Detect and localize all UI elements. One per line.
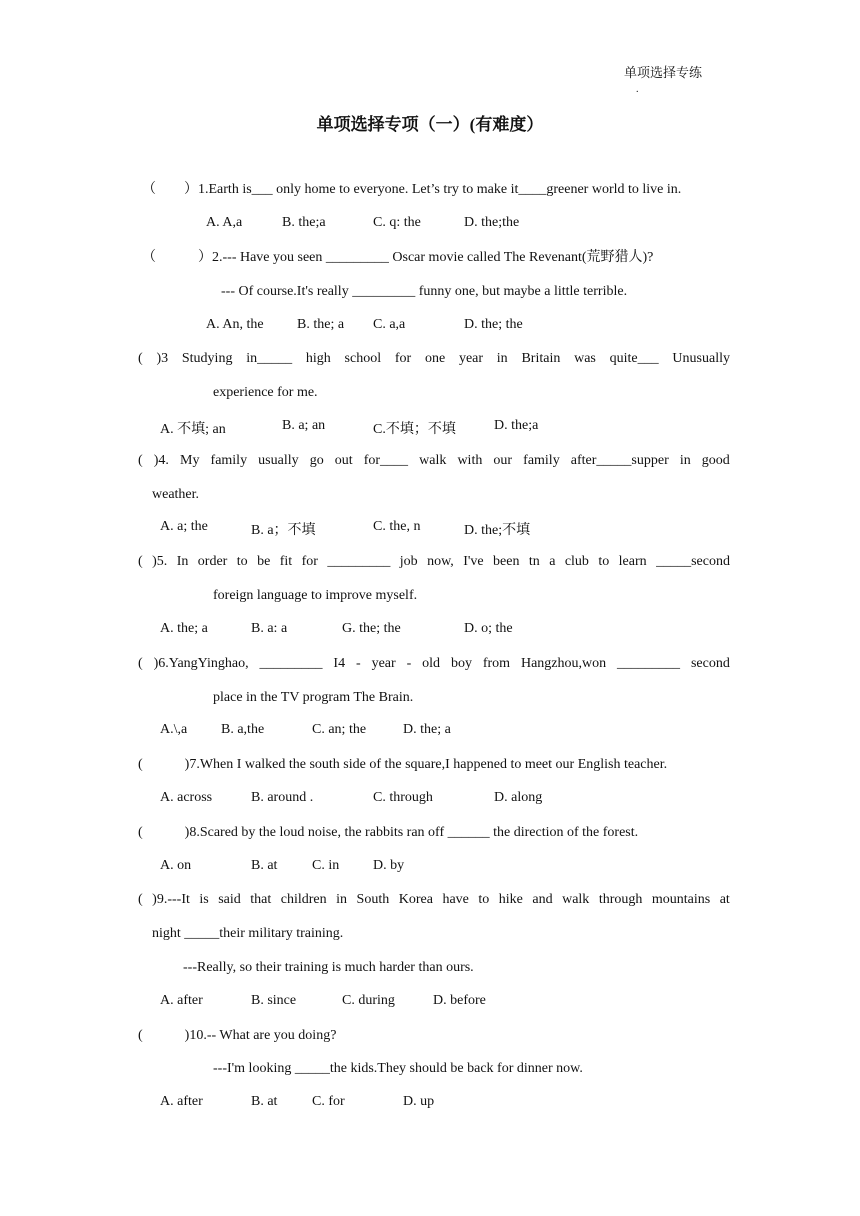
question-7-option-c: C. through	[373, 790, 433, 805]
stem-word: )5.	[152, 554, 168, 569]
stem-word: Korea	[398, 892, 433, 907]
question-9-stem-line3: ---Really, so their training is much harder than ours.	[183, 960, 474, 975]
question-2-stem: （ ）2.--- Have you seen _________ Oscar movie called The Revenant(荒野猎人)?	[142, 250, 654, 265]
stem-word: (	[138, 892, 143, 907]
question-5-option-a: A. the; a	[160, 621, 208, 636]
question-9-option-a: A. after	[160, 993, 203, 1008]
stem-word: to	[236, 554, 248, 569]
question-5-option-d: D. o; the	[464, 621, 513, 636]
stem-word: South	[356, 892, 390, 907]
question-6-option-d: D. the; a	[403, 722, 451, 737]
stem-word: now,	[427, 554, 454, 569]
stem-word: boy	[450, 656, 472, 671]
question-3-stem-line2: experience for me.	[213, 385, 318, 400]
stem-word: good	[701, 453, 730, 468]
question-1-option-d: D. the;the	[464, 215, 520, 230]
question-6-stem	[138, 655, 730, 673]
question-5-stem-line2: foreign language to improve myself.	[213, 588, 418, 603]
stem-word: to	[598, 554, 610, 569]
stem-word: walk	[419, 453, 447, 468]
stem-word: with	[457, 453, 483, 468]
question-3-option-d: D. the;a	[494, 418, 539, 433]
stem-word: fit	[279, 554, 293, 569]
stem-word: quite___	[609, 351, 659, 366]
stem-word: go	[309, 453, 324, 468]
page-title: 单项选择专项（一）(有难度）	[316, 115, 544, 134]
stem-word: through	[598, 892, 643, 907]
question-5-stem	[138, 553, 730, 571]
stem-word: (	[138, 554, 143, 569]
stem-word: said	[218, 892, 241, 907]
stem-word: learn	[618, 554, 647, 569]
question-5-option-b: B. a: a	[251, 621, 288, 636]
question-7-option-b: B. around .	[251, 790, 314, 805]
stem-word: old	[422, 656, 441, 671]
stem-word: I've	[463, 554, 484, 569]
question-7-option-a: A. across	[160, 790, 213, 805]
stem-word: club	[564, 554, 589, 569]
stem-word: after_____supper	[570, 453, 669, 468]
stem-word: out	[334, 453, 353, 468]
question-4-option-c: C. the, n	[373, 519, 421, 534]
stem-word: been	[493, 554, 520, 569]
stem-word: high	[305, 351, 331, 366]
stem-word: (	[138, 351, 143, 366]
stem-word: hike	[498, 892, 523, 907]
question-4-stem-line2: weather.	[152, 487, 200, 502]
question-4-stem	[138, 452, 730, 470]
stem-word: _________	[617, 656, 681, 671]
question-2-option-a: A. An, the	[206, 317, 264, 332]
stem-word: year	[371, 656, 396, 671]
stem-word: in_____	[246, 351, 293, 366]
question-6-option-b: B. a,the	[221, 722, 265, 737]
question-3-option-c: C.不填；不填	[373, 422, 456, 437]
stem-word: at	[719, 892, 730, 907]
stem-word: in	[336, 892, 348, 907]
stem-word: Hangzhou,won	[520, 656, 607, 671]
stem-word: (	[138, 453, 143, 468]
stem-word: and	[532, 892, 553, 907]
stem-word: -	[406, 656, 412, 671]
stem-word: job	[399, 554, 418, 569]
stem-word: Britain	[521, 351, 561, 366]
stem-word: order	[197, 554, 228, 569]
question-1-stem: （ ）1.Earth is___ only home to everyone. Let’s try to make it____greener world to live in.	[142, 182, 682, 197]
stem-word: My	[180, 453, 200, 468]
question-9-stem	[138, 891, 730, 909]
stem-word: our	[493, 453, 513, 468]
stem-word: for	[394, 351, 412, 366]
stem-word: _____second	[656, 554, 730, 569]
question-4-option-a: A. a; the	[160, 519, 208, 534]
stem-word: in	[496, 351, 508, 366]
question-9-stem-line2: night _____their military training.	[152, 926, 344, 941]
question-10-option-c: C. for	[312, 1094, 345, 1109]
stem-word: Unusually	[672, 351, 730, 366]
stem-word: children	[280, 892, 327, 907]
question-7-option-d: D. along	[494, 790, 543, 805]
stem-word: mountains	[651, 892, 711, 907]
question-9-option-c: C. during	[342, 993, 395, 1008]
question-10-stem-line2: ---I'm looking _____the kids.They should be back for dinner now.	[213, 1061, 583, 1076]
question-10-stem: ( )10.-- What are you doing?	[138, 1028, 337, 1043]
stem-word: tn	[528, 554, 540, 569]
question-6-stem-line2: place in the TV program The Brain.	[213, 690, 414, 705]
stem-word: -	[356, 656, 361, 671]
question-4-option-b: B. a；不填	[251, 523, 316, 538]
stem-word: second	[690, 656, 730, 671]
question-5-option-c: G. the; the	[342, 621, 401, 636]
stem-word: walk	[562, 892, 590, 907]
question-8-option-c: C. in	[312, 858, 340, 873]
question-2-option-c: C. a,a	[373, 317, 406, 332]
stem-word: was	[574, 351, 596, 366]
stem-word: )9.---It	[152, 892, 190, 907]
stem-word: be	[257, 554, 271, 569]
stem-word: _________	[259, 656, 323, 671]
stem-word: (	[138, 656, 143, 671]
question-1-option-a: A. A,a	[206, 215, 243, 230]
stem-word: usually	[258, 453, 299, 468]
question-1-option-c: C. q: the	[373, 215, 421, 230]
question-7-stem: ( )7.When I walked the south side of the square,I happened to meet our English teacher.	[138, 757, 668, 772]
stem-word: )6.YangYinghao,	[153, 656, 249, 671]
stem-word: family	[210, 453, 248, 468]
question-8-option-d: D. by	[373, 858, 405, 873]
header-dot: .	[636, 84, 639, 95]
question-8-option-a: A. on	[160, 858, 192, 873]
question-8-option-b: B. at	[251, 858, 278, 873]
question-8-stem: ( )8.Scared by the loud noise, the rabbits ran off ______ the direction of the forest.	[138, 825, 639, 840]
question-9-option-b: B. since	[251, 993, 297, 1008]
stem-word: Studying	[181, 351, 233, 366]
question-2-option-d: D. the; the	[464, 317, 523, 332]
question-3-option-b: B. a; an	[282, 418, 326, 433]
stem-word: is	[199, 892, 209, 907]
stem-word: year	[458, 351, 484, 366]
stem-word: school	[344, 351, 382, 366]
question-3-option-a: A. 不填; an	[160, 422, 226, 437]
stem-word: )4.	[153, 453, 169, 468]
question-1-option-b: B. the;a	[282, 215, 326, 230]
question-2-option-b: B. the; a	[297, 317, 345, 332]
question-6-option-a: A.\,a	[160, 722, 188, 737]
stem-word: for	[301, 554, 318, 569]
stem-word: I4	[333, 656, 346, 671]
header-label: 单项选择专练	[624, 65, 703, 80]
question-10-option-a: A. after	[160, 1094, 203, 1109]
stem-word: have	[442, 892, 469, 907]
question-10-option-d: D. up	[403, 1094, 435, 1109]
stem-word: from	[482, 656, 511, 671]
stem-word: _________	[327, 554, 391, 569]
question-10-option-b: B. at	[251, 1094, 278, 1109]
stem-word: )3	[156, 351, 169, 366]
question-4-option-d: D. the;不填	[464, 523, 531, 538]
stem-word: to	[478, 892, 490, 907]
question-9-option-d: D. before	[433, 993, 486, 1008]
stem-word: that	[250, 892, 272, 907]
stem-word: in	[679, 453, 691, 468]
stem-word: In	[176, 554, 189, 569]
question-6-option-c: C. an; the	[312, 722, 367, 737]
stem-word: for____	[363, 453, 409, 468]
question-3-stem	[138, 350, 730, 368]
stem-word: a	[549, 554, 556, 569]
question-2-stem-line2: --- Of course.It's really _________ funny one, but maybe a little terrible.	[221, 284, 628, 299]
stem-word: family	[523, 453, 560, 468]
stem-word: one	[424, 351, 446, 366]
